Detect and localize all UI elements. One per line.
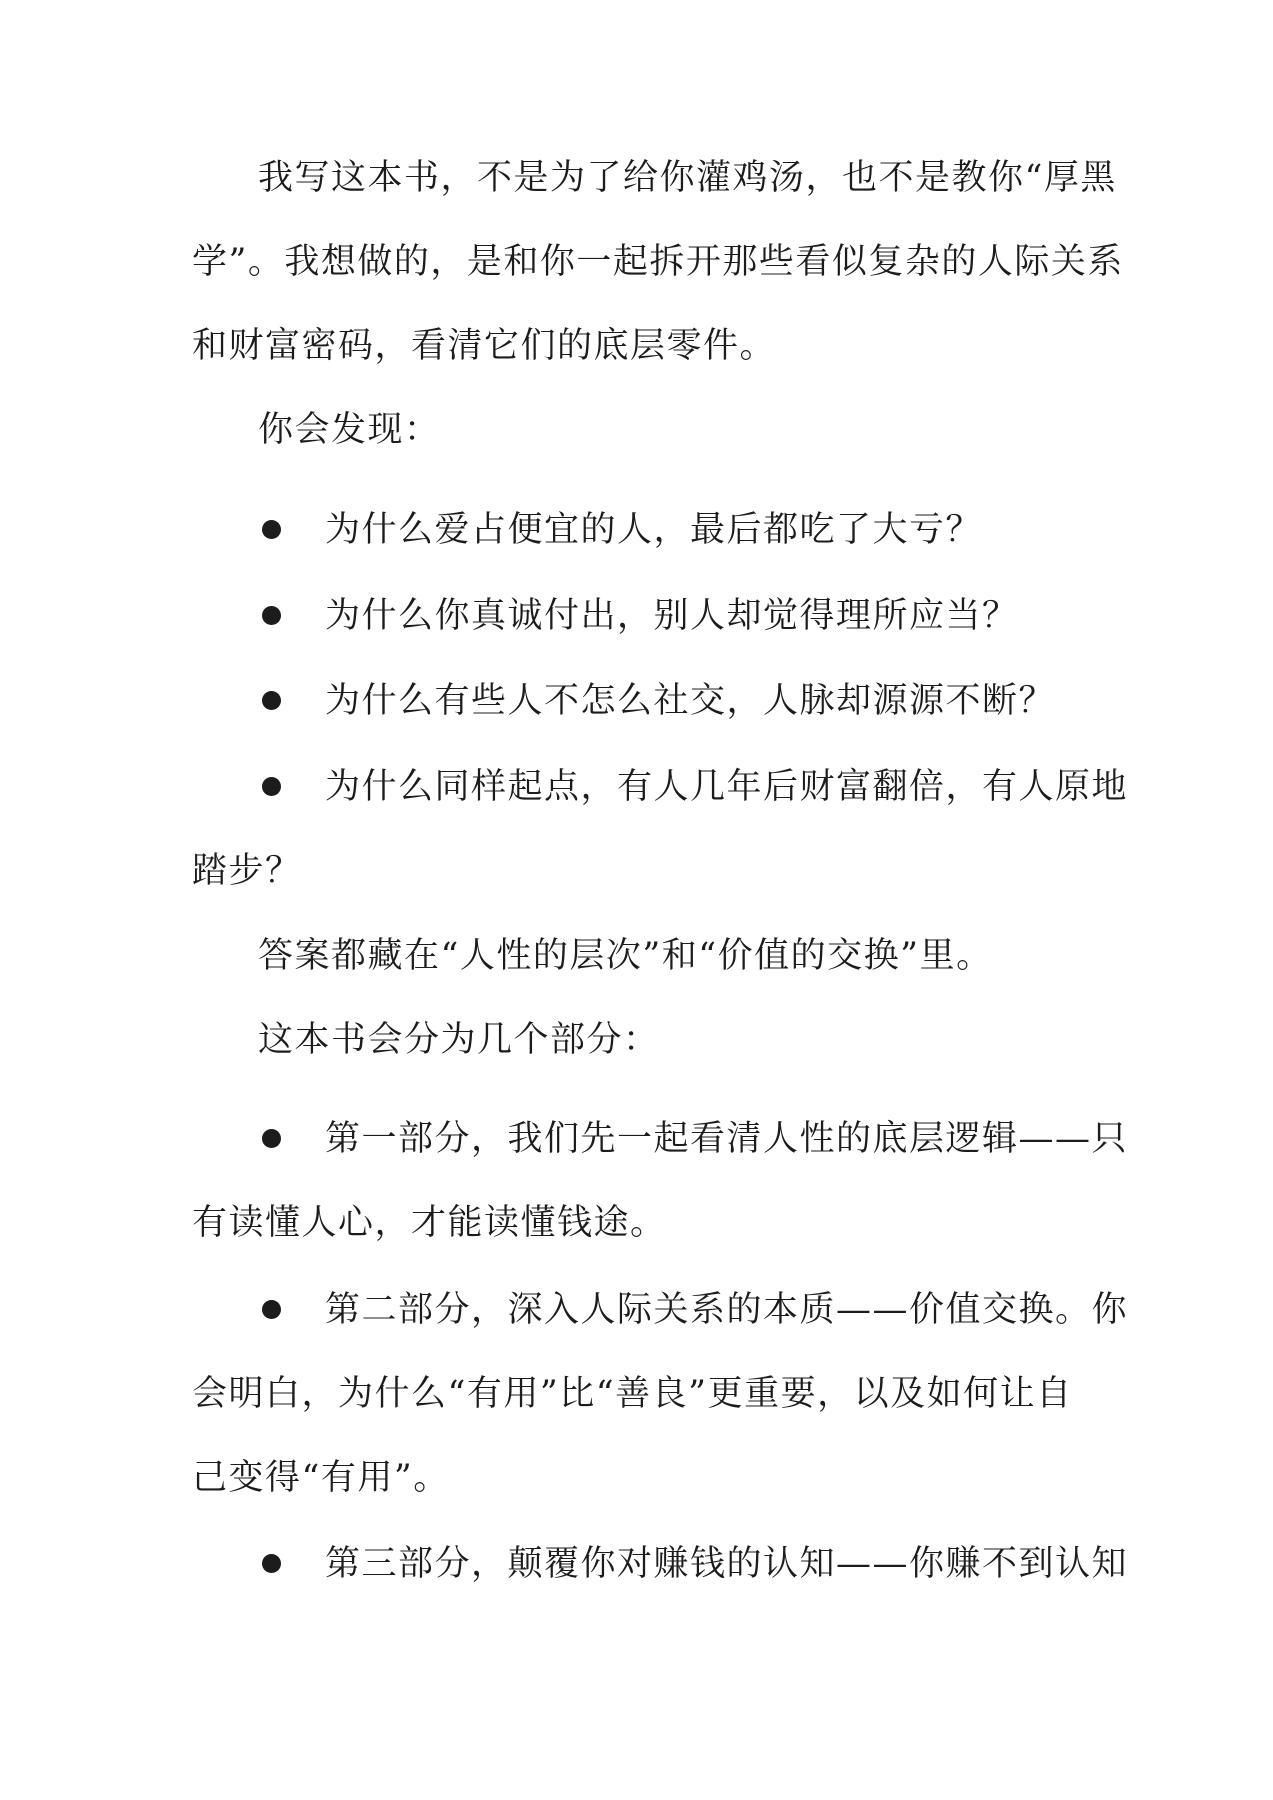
bullet-marker <box>262 691 281 710</box>
bullet-item-line: 有读懂人心，才能读懂钱途。 <box>192 1203 667 1243</box>
bullet-item-line: 会明白，为什么“有用”比“善良”更重要，以及如何让自 <box>192 1374 1073 1414</box>
bullet-marker <box>262 520 281 539</box>
bullet-item-line: 踏步？ <box>192 851 302 891</box>
paragraph-line: 答案都藏在“人性的层次”和“价值的交换”里。 <box>258 936 993 976</box>
paragraph-line: 我写这本书，不是为了给你灌鸡汤，也不是教你“厚黑 <box>258 158 1117 198</box>
paragraph-line: 你会发现： <box>258 410 441 450</box>
bullet-item-line: 第二部分，深入人际关系的本质——价值交换。你 <box>325 1290 1129 1330</box>
bullet-marker <box>262 1554 281 1573</box>
bullet-marker <box>262 777 281 796</box>
paragraph-line: 这本书会分为几个部分： <box>258 1020 660 1060</box>
bullet-item-line: 为什么你真诚付出，别人却觉得理所应当？ <box>325 596 1019 636</box>
bullet-marker <box>262 1129 281 1148</box>
bullet-marker <box>262 1300 281 1319</box>
bullet-item-line: 第三部分，颠覆你对赚钱的认知——你赚不到认知 <box>325 1544 1129 1584</box>
paragraph-line: 和财富密码，看清它们的底层零件。 <box>192 326 777 366</box>
bullet-item-line: 为什么有些人不怎么社交，人脉却源源不断？ <box>325 681 1056 721</box>
bullet-marker <box>262 606 281 625</box>
bullet-item-line: 第一部分，我们先一起看清人性的底层逻辑——只 <box>325 1119 1129 1159</box>
bullet-item-line: 为什么爱占便宜的人，最后都吃了大亏？ <box>325 510 983 550</box>
paragraph-line: 学”。我想做的，是和你一起拆开那些看似复杂的人际关系 <box>192 242 1124 282</box>
bullet-item-line: 己变得“有用”。 <box>192 1458 450 1498</box>
bullet-item-line: 为什么同样起点，有人几年后财富翻倍，有人原地 <box>325 767 1129 807</box>
